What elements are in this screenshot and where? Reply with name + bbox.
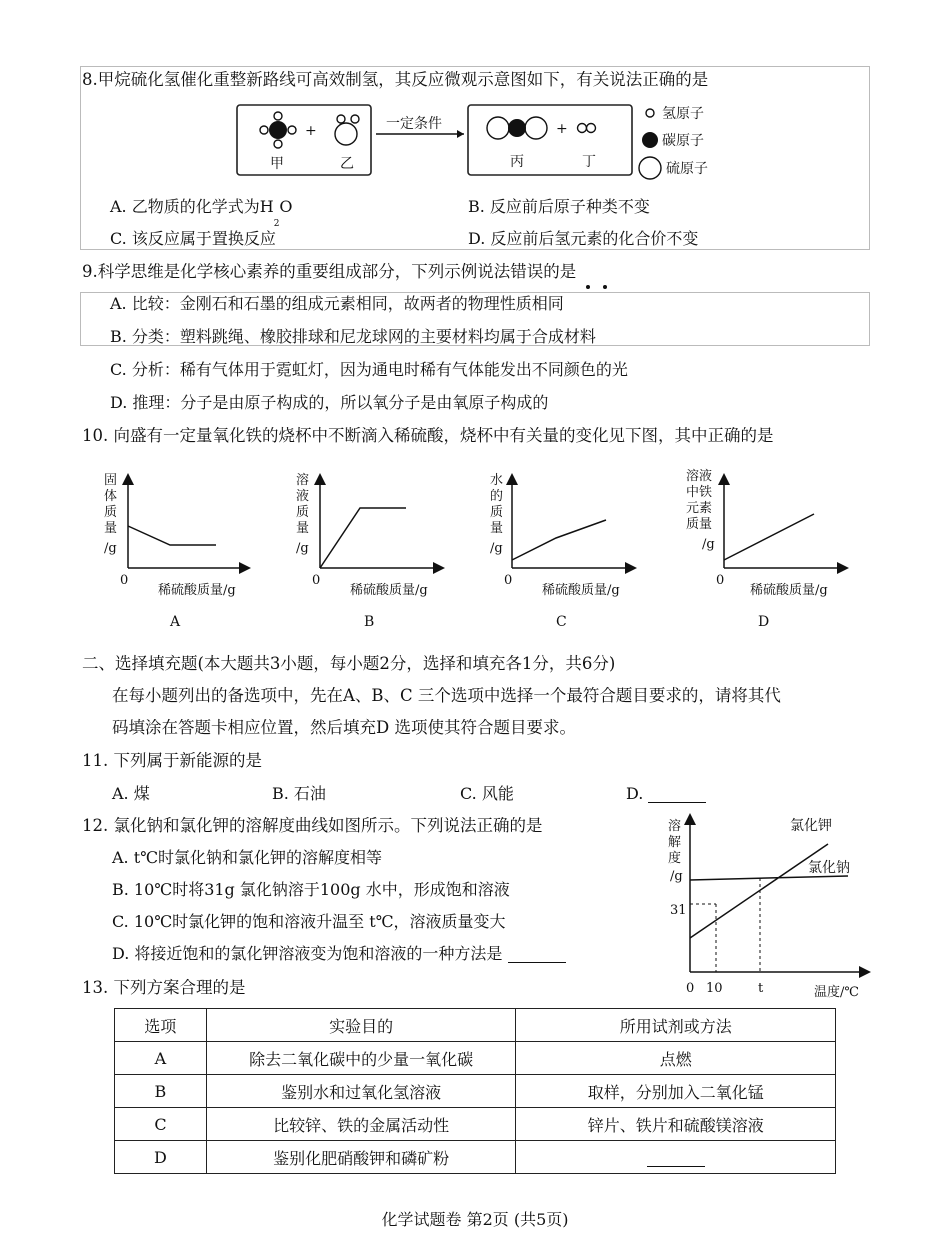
cell-purpose: 除去二氧化碳中的少量一氧化碳 [206, 1042, 516, 1075]
plus-sign-2: + [556, 121, 568, 137]
cell-method: 点燃 [516, 1042, 836, 1075]
nacl-curve [690, 876, 848, 880]
svg-text:解: 解 [668, 835, 682, 850]
svg-text:/g: /g [296, 541, 309, 556]
cell-method: 取样，分别加入二氧化锰 [516, 1075, 836, 1108]
svg-text:0: 0 [716, 573, 725, 588]
svg-text:/g: /g [104, 541, 117, 556]
legend-sulfur: 硫原子 [666, 161, 708, 177]
svg-text:A: A [170, 614, 181, 630]
q8-option-a: A. 乙物质的化学式为$H_2O$ [110, 197, 293, 229]
svg-text:量: 量 [490, 521, 504, 536]
graph-d [686, 468, 846, 630]
graph-b [296, 472, 442, 630]
section2-desc-1: 在每小题列出的备选项中，先在A、B、C 三个选项中选择一个最符合题目要求的，请将其代 [112, 686, 781, 705]
table-row [115, 1075, 836, 1108]
svg-text:的: 的 [490, 489, 504, 504]
label-bing: 丙 [510, 154, 524, 170]
q12-option-a: A. t℃时氯化钠和氯化钾的溶解度相等 [112, 848, 383, 867]
label-jia: 甲 [270, 156, 284, 172]
graph-c-line [512, 520, 606, 560]
graph-a-line [128, 526, 216, 545]
svg-text:量: 量 [104, 521, 118, 536]
legend-carbon: 碳原子 [662, 133, 704, 149]
legend-hydrogen: 氢原子 [662, 106, 704, 122]
q12-stem: 12. 氯化钠和氯化钾的溶解度曲线如图所示。下列说法正确的是 [82, 816, 543, 835]
page-footer: 化学试题卷 第2页 (共5页) [381, 1210, 569, 1229]
q9-option-b: B. 分类：塑料跳绳、橡胶排球和尼龙球网的主要材料均属于合成材料 [110, 327, 596, 346]
svg-text:稀硫酸质量/g: 稀硫酸质量/g [158, 583, 236, 598]
svg-text:温度/℃: 温度/℃ [814, 985, 859, 1000]
q11-option-b: B. 石油 [272, 784, 326, 803]
table-row [115, 1042, 836, 1075]
header-method: 所用试剂或方法 [516, 1009, 836, 1042]
kcl-curve [690, 844, 828, 938]
graph-b-line [320, 508, 406, 568]
q11-option-d: D. [626, 784, 706, 803]
cell-purpose: 鉴别水和过氧化氢溶液 [206, 1075, 516, 1108]
q11-stem: 11. 下列属于新能源的是 [82, 751, 262, 770]
svg-text:质: 质 [296, 505, 310, 520]
svg-text:中铁: 中铁 [686, 485, 713, 500]
svg-text:0: 0 [120, 573, 129, 588]
svg-text:/g: /g [490, 541, 503, 556]
svg-text:稀硫酸质量/g: 稀硫酸质量/g [750, 583, 828, 598]
svg-text:D: D [758, 614, 770, 630]
q9-stem: 9.科学思维是化学核心素养的重要组成部分，下列示例说法错误的是 [82, 262, 577, 281]
q8-option-c: C. 该反应属于置换反应 [110, 229, 276, 248]
label-ding: 丁 [582, 154, 596, 170]
svg-text:质: 质 [104, 505, 118, 520]
cell-option: D [115, 1141, 207, 1174]
svg-text:固: 固 [104, 473, 118, 488]
q11-answer-blank[interactable] [648, 784, 706, 803]
q10-graphs [90, 464, 950, 644]
cell-option: A [115, 1042, 207, 1075]
cell-purpose: 比较锌、铁的金属活动性 [206, 1108, 516, 1141]
q10-stem: 10. 向盛有一定量氧化铁的烧杯中不断滴入稀硫酸，烧杯中有关量的变化见下图，其中正确的是 [82, 426, 774, 445]
carbon-atom-icon [642, 132, 658, 148]
svg-text:液: 液 [296, 489, 310, 504]
svg-text:体: 体 [104, 489, 118, 504]
table-row [115, 1141, 836, 1174]
q13-table [114, 1008, 836, 1174]
emphasis-dots [584, 285, 608, 289]
q8-reaction-diagram [236, 104, 756, 184]
graph-d-line [724, 514, 814, 560]
q8-option-d: D. 反应前后氢元素的化合价不变 [468, 229, 699, 248]
svg-text:t: t [758, 981, 764, 996]
header-purpose: 实验目的 [206, 1009, 516, 1042]
q12-answer-blank[interactable] [508, 944, 566, 963]
svg-text:稀硫酸质量/g: 稀硫酸质量/g [350, 583, 428, 598]
svg-text:C: C [556, 614, 567, 630]
q11-option-a: A. 煤 [112, 784, 150, 803]
cell-option: B [115, 1075, 207, 1108]
svg-text:/g: /g [702, 537, 715, 552]
cell-option: C [115, 1108, 207, 1141]
h2-molecule [578, 124, 596, 133]
svg-text:溶液: 溶液 [686, 469, 713, 484]
cs2-molecule [487, 117, 547, 139]
svg-text:水: 水 [490, 473, 504, 488]
section2-desc-2: 码填涂在答题卡相应位置，然后填充D 选项使其符合题目要求。 [112, 718, 576, 737]
svg-text:氯化钠: 氯化钠 [808, 860, 850, 876]
q13-stem: 13. 下列方案合理的是 [82, 978, 246, 997]
table-row [115, 1108, 836, 1141]
hydrogen-atom-icon [646, 109, 654, 117]
svg-text:度: 度 [668, 851, 682, 866]
graph-c [490, 472, 634, 630]
methane-molecule [260, 112, 296, 148]
q9-option-a: A. 比较：金刚石和石墨的组成元素相同，故两者的物理性质相同 [110, 294, 564, 313]
q8-option-b: B. 反应前后原子种类不变 [468, 197, 650, 216]
svg-text:0: 0 [686, 981, 695, 996]
q9-option-d: D. 推理：分子是由原子构成的，所以氧分子是由氧原子构成的 [110, 393, 549, 412]
svg-text:溶: 溶 [296, 473, 310, 488]
svg-text:质: 质 [490, 505, 504, 520]
svg-text:稀硫酸质量/g: 稀硫酸质量/g [542, 583, 620, 598]
svg-text:B: B [364, 614, 375, 630]
svg-text:质量: 质量 [686, 517, 713, 532]
section2-title: 二、选择填充题(本大题共3小题，每小题2分，选择和填充各1分，共6分) [82, 654, 616, 673]
svg-text:/g: /g [670, 869, 683, 884]
sulfur-atom-icon [639, 157, 661, 179]
svg-text:31: 31 [670, 903, 687, 918]
table-header-row [115, 1009, 836, 1042]
reaction-condition: 一定条件 [386, 116, 442, 132]
svg-text:量: 量 [296, 521, 310, 536]
cell-method-blank[interactable] [516, 1141, 836, 1174]
graph-a [104, 473, 248, 630]
q8-stem: 8.甲烷硫化氢催化重整新路线可高效制氢，其反应微观示意图如下，有关说法正确的是 [82, 70, 709, 89]
svg-text:氯化钾: 氯化钾 [790, 818, 832, 834]
q12-option-d: D. 将接近饱和的氯化钾溶液变为饱和溶液的一种方法是 [112, 944, 566, 963]
q12-solubility-graph [660, 808, 880, 1008]
header-option: 选项 [115, 1009, 207, 1042]
cell-purpose: 鉴别化肥硝酸钾和磷矿粉 [206, 1141, 516, 1174]
plus-sign: + [305, 123, 317, 139]
svg-text:溶: 溶 [668, 819, 682, 834]
h2s-molecule [335, 115, 359, 145]
svg-text:0: 0 [504, 573, 513, 588]
product-box [468, 105, 632, 175]
svg-text:0: 0 [312, 573, 321, 588]
svg-text:10: 10 [706, 981, 723, 996]
q12-option-b: B. 10℃时将31g 氯化钠溶于100g 水中，形成饱和溶液 [112, 880, 510, 899]
svg-text:元素: 元素 [686, 501, 713, 516]
q9-option-c: C. 分析：稀有气体用于霓虹灯，因为通电时稀有气体能发出不同颜色的光 [110, 360, 628, 379]
q12-option-c: C. 10℃时氯化钾的饱和溶液升温至 t℃，溶液质量变大 [112, 912, 506, 931]
q11-option-c: C. 风能 [460, 784, 514, 803]
cell-method: 锌片、铁片和硫酸镁溶液 [516, 1108, 836, 1141]
label-yi: 乙 [340, 156, 354, 172]
